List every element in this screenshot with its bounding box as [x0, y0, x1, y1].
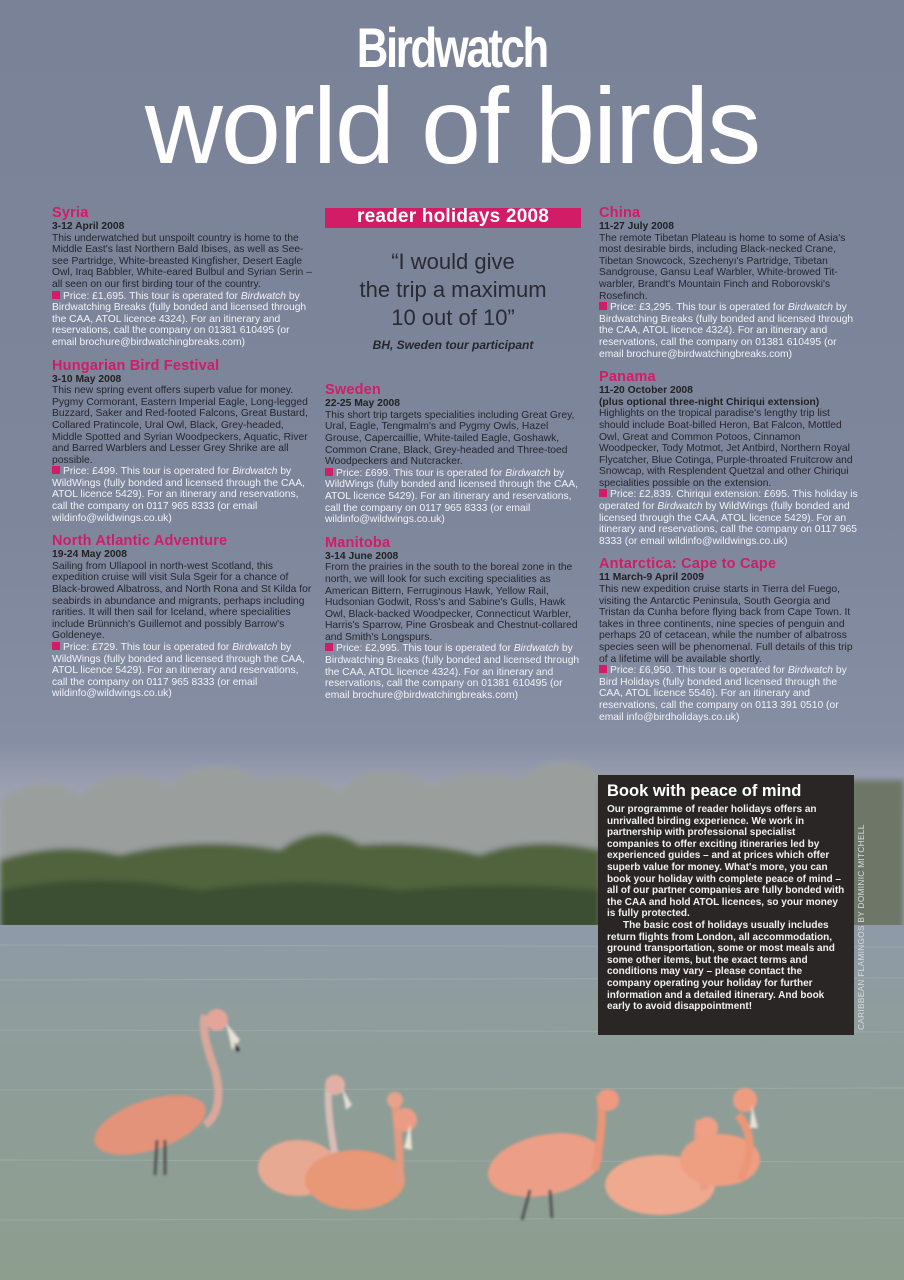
- tour-price: Price: £499. This tour is operated for Birdwatch by WildWings (fully bonded and licensed through the CAA, ATOL licence 5429). For an itinerary and reservations, call the company on 0117 965 8333 (or email wildinfo@wildwings.co.uk): [52, 466, 305, 524]
- tour-description: This new expedition cruise starts in Tierra del Fuego, visiting the Antarctic Peninsula, South Georgia and Tristan da Cunha before flying back from Cape Town. It takes in three continents, nine species of penguin and perhaps 20 of cetacean, while the number of albatross species seen will be phenomenal. Full details of this trip of a lifetime will be available shortly.: [599, 584, 853, 665]
- tour-description: This short trip targets specialities including Great Grey, Ural, Eagle, Tengmalm's and Pygmy Owls, Hazel Grouse, Capercaillie, White-tailed Eagle, Goshawk, Common Crane, Black, Grey-headed and Three-toed Woodpeckers and Nutcracker.: [325, 409, 575, 468]
- tour-price: Price: £6,950. This tour is operated for Birdwatch by Bird Holidays (fully bonded and licensed through the CAA, ATOL licence 5546). For an itinerary and reservations, call the company on 0113 391 0510 (or email info@birdholidays.co.uk): [599, 665, 847, 723]
- tour-date: 3-12 April 2008: [52, 221, 125, 232]
- bullet-square-icon: [599, 302, 607, 310]
- tour-title: China: [599, 205, 641, 221]
- tour-date: 11-20 October 2008: [599, 385, 693, 397]
- quote-attribution: BH, Sweden tour participant: [372, 337, 534, 352]
- tour-syria: [52, 206, 314, 349]
- tour-sweden: [325, 383, 587, 526]
- tour-title: Panama: [599, 369, 656, 386]
- tour-price: Price: £699. This tour is operated for Birdwatch by WildWings (fully bonded and licensed through the CAA, ATOL licence 5429). For an itinerary and reservations, call the company on 0117 965 8333 (or email wildinfo@wildwings.co.uk): [325, 467, 578, 526]
- tour-date: 22-25 May 2008: [325, 398, 400, 410]
- tour-price: Price: £1,695. This tour is operated for Birdwatch by Birdwatching Breaks (fully bonded and licensed through the CAA, ATOL licence 4324). For an itinerary and reservations, call the company on 01381 610495 (or email brochure@birdwatchingbreaks.com): [52, 290, 307, 348]
- brand-logo: Birdwatch: [356, 16, 548, 79]
- column-left: [52, 206, 314, 710]
- tour-description: The remote Tibetan Plateau is home to some of Asia's most desirable birds, including Black-necked Crane, Tibetan Snowcock, Szechenyı's Partridge, Tibetan Sandgrouse, Gansu Leaf Warbler, White-browed Tit-warbler, Brandt's Mountain Finch and Roborovski's Rosefinch.: [599, 232, 846, 302]
- tour-manitoba: [325, 536, 587, 702]
- bullet-square-icon: [599, 665, 607, 673]
- tour-price: Price: £3,295. This tour is operated for Birdwatch by Birdwatching Breaks (fully bonded and licensed through the CAA, ATOL licence 4324). For an itinerary and reservations, call the company on 01381 610495 (or email brochure@birdwatchingbreaks.com): [599, 302, 854, 360]
- bullet-square-icon: [325, 468, 333, 476]
- tour-date: 11 March-9 April 2009: [599, 572, 704, 584]
- tour-date: 19-24 May 2008: [52, 549, 127, 561]
- page-title: world of birds: [144, 65, 760, 186]
- tour-subdate: (plus optional three-night Chiriqui extension): [599, 396, 820, 408]
- tour-title: North Atlantic Adventure: [52, 533, 228, 550]
- tour-panama: [599, 370, 861, 547]
- bullet-square-icon: [52, 291, 60, 299]
- peace-of-mind-paragraph-2: The basic cost of holidays usually includes return flights from London, all accommodation, ground transportation, some or most meals and some other items, but the exact terms and conditions may vary – please contact the company operating your holiday for further information and a detailed itinerary. And book early to avoid disappointment!: [607, 919, 835, 1013]
- tour-description: From the prairies in the south to the boreal zone in the north, we will look for such exciting specialities as American Bittern, Ferruginous Hawk, Yellow Rail, Hudsonian Godwit, Ross's and Sabine's Gulls, Hawk Owl, Black-backed Woodpecker, Connecticut Warbler, Harris's Sparrow, Pine Grosbeak and Chestnut-collared and Smith's Longspurs.: [325, 562, 578, 643]
- tour-antarctica: [599, 557, 861, 723]
- column-right: [599, 206, 861, 733]
- photo-credit: CARIBBEAN FLAMINGOS BY DOMINIC MITCHELL: [856, 824, 866, 1030]
- masthead: [0, 16, 904, 186]
- tour-price: Price: £2,839. Chiriqui extension: £695. This holiday is operated for Birdwatch by WildWings (fully bonded and licensed through the CAA, ATOL licence 5429). For an itinerary and reservations, call the company on 0117 965 8333 (or email wildinfo@wildwings.co.uk): [599, 489, 858, 547]
- tour-title: Hungarian Bird Festival: [52, 357, 220, 374]
- tour-date: 3-14 June 2008: [325, 550, 399, 562]
- tour-price: Price: £2,995. This tour is operated for Birdwatch by Birdwatching Breaks (fully bonded and licensed through the CAA, ATOL licence 4324). For an itinerary and reservations, call the company on 01381 610495 (or email brochure@birdwatchingbreaks.com): [325, 643, 580, 701]
- tour-title: Sweden: [325, 382, 381, 399]
- tour-north-atlantic: [52, 534, 314, 700]
- reader-holidays-badge: reader holidays 2008: [325, 208, 581, 228]
- tour-description: Highlights on the tropical paradise's lengthy trip list should include Boat-billed Heron, Bat Falcon, Mottled Owl, Great and Common Potoos, Cinnamon Woodpecker, Tody Motmot, Jet Antbird, Northern Royal Flycatcher, Blue Cotinga, Purple-throated Fruitcrow and Snowcap, with Resplendent Quetzal and other Chiriqui specialities possible on the extension.: [599, 408, 853, 489]
- column-center: [325, 206, 587, 711]
- tour-date: 3-10 May 2008: [52, 373, 122, 385]
- tour-hungary: [52, 359, 314, 525]
- peace-of-mind-heading: Book with peace of mind: [607, 782, 802, 800]
- tour-title: Manitoba: [325, 534, 391, 551]
- peace-of-mind-box: [598, 775, 854, 1035]
- tour-description: Sailing from Ullapool in north-west Scotland, this expedition cruise will visit Sula Sgeir for a chance of Black-browed Albatross, and North Rona and St Kilda for seabirds in abundance and migrants, perhaps including rarities. It will then sail for Iceland, where specialities include Brünnich's Guillemot and possibly Barrow's Goldeneye.: [52, 560, 312, 642]
- bullet-square-icon: [599, 489, 607, 497]
- bullet-square-icon: [52, 642, 60, 650]
- testimonial-quote: “I would give the trip a maximum 10 out of 10”: [359, 248, 547, 330]
- tour-china: [599, 206, 861, 360]
- tour-title: Antarctica: Cape to Cape: [599, 556, 777, 573]
- tour-price: Price: £729. This tour is operated for Birdwatch by WildWings (fully bonded and licensed through the CAA, ATOL licence 5429). For an itinerary and reservations, call the company on 0117 965 8333 (or email wildinfo@wildwings.co.uk): [52, 642, 305, 700]
- bullet-square-icon: [52, 466, 60, 474]
- tour-description: This underwatched but unspoilt country is home to the Middle East's last Northern Bald Ibises, as well as See-see Partridge, White-breasted Kingfisher, Desert Eagle Owl, Iraq Babbler, White-eared Bulbul and Syrian Serin – all seen on our first birding tour of the country.: [52, 232, 312, 290]
- tour-title: Syria: [52, 205, 89, 221]
- tour-date: 11-27 July 2008: [599, 221, 674, 232]
- tour-description: This new spring event offers superb value for money. Pygmy Cormorant, Eastern Imperial Eagle, Long-legged Buzzard, Saker and Red-footed Falcons, Great Bustard, Collared Pratincole, Ural Owl, Black, Grey-headed, Middle Spotted and Syrian Woodpeckers, Aquatic, River and Barred Warblers and Lesser Grey Shrike are all possible.: [52, 385, 308, 466]
- peace-of-mind-paragraph-1: Our programme of reader holidays offers an unrivalled birding experience. We work in partnership with professional specialist companies to offer exciting itineraries led by experienced guides – and at prices which offer superb value for money. What's more, you can book your holiday with complete peace of mind – all of our partner companies are fully bonded with the CAA and hold ATOL licences, so your money is fully protected.: [607, 804, 845, 920]
- bullet-square-icon: [325, 643, 333, 651]
